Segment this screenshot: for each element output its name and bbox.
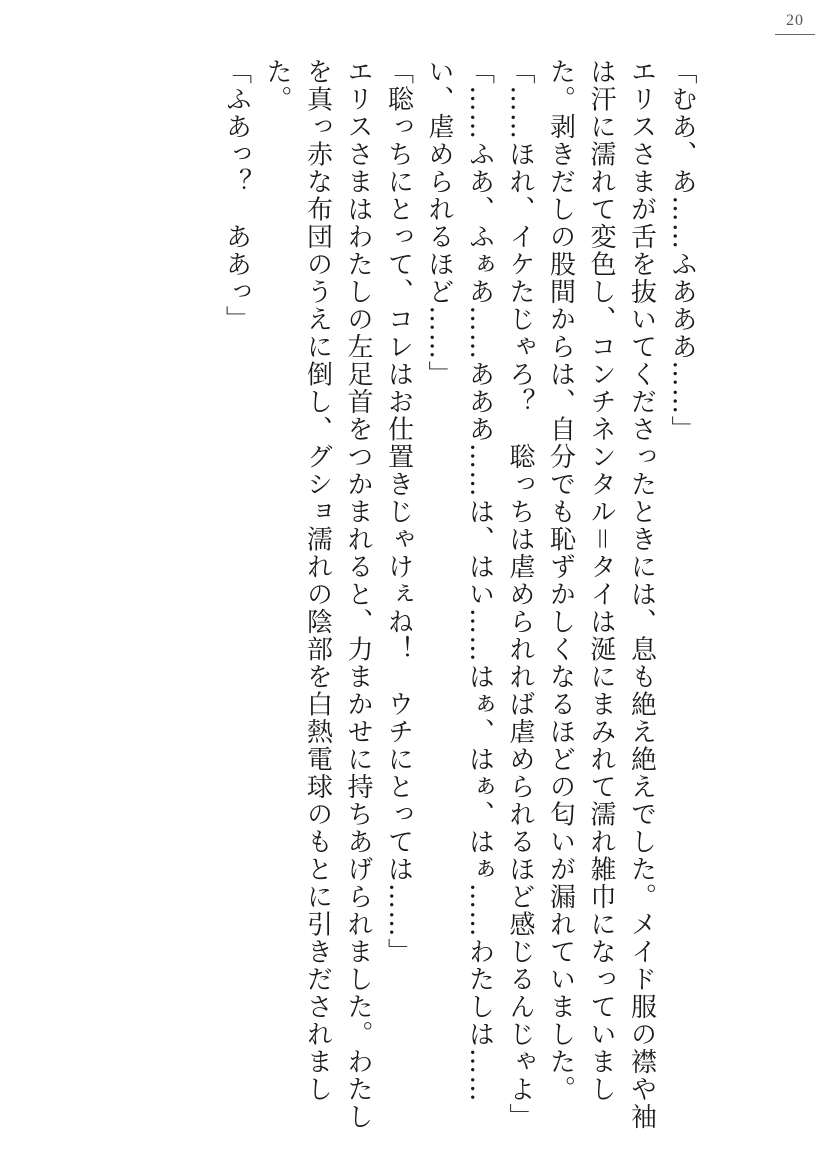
text-line: 「むあ、あ……ふあああ……」 [667,58,697,443]
text-line: 「……ほれ、イケたじゃろ？ 聡っちは虐められれば虐められるほど感じるんじゃよ」 [505,58,535,1131]
page-number: 20 [775,12,815,35]
text-line: エリスさまが舌を抜いてくださったときには、息も絶え絶えでした。メイド服の襟や袖は汗に濡れて変色し、コンチネンタル＝タイは涎にまみれて濡れ雑巾になっていました。剥きだしの股間からは、自分でも恥ずかしくなるほどの匂いが漏れていました。 [545,58,657,1131]
text-line: 「……ふあ、ふぁあ……あああ……は、はい……はぁ、はぁ、はぁ……わたしは……い、虐められるほど……」 [424,58,495,1103]
text-line: エリスさまはわたしの左足首をつかまれると、力まかせに持ちあげられました。わたしを真っ赤な布団のうえに倒し、グショ濡れの陰部を白熱電球のもとに引きだされました。 [262,58,373,1131]
vertical-text-body [70,58,702,1138]
text-line: 「ふあっ？ ああっ」 [221,58,252,333]
text-line: 「聡っちにとって、コレはお仕置きじゃけぇね！ ウチにとっては……」 [383,58,414,966]
